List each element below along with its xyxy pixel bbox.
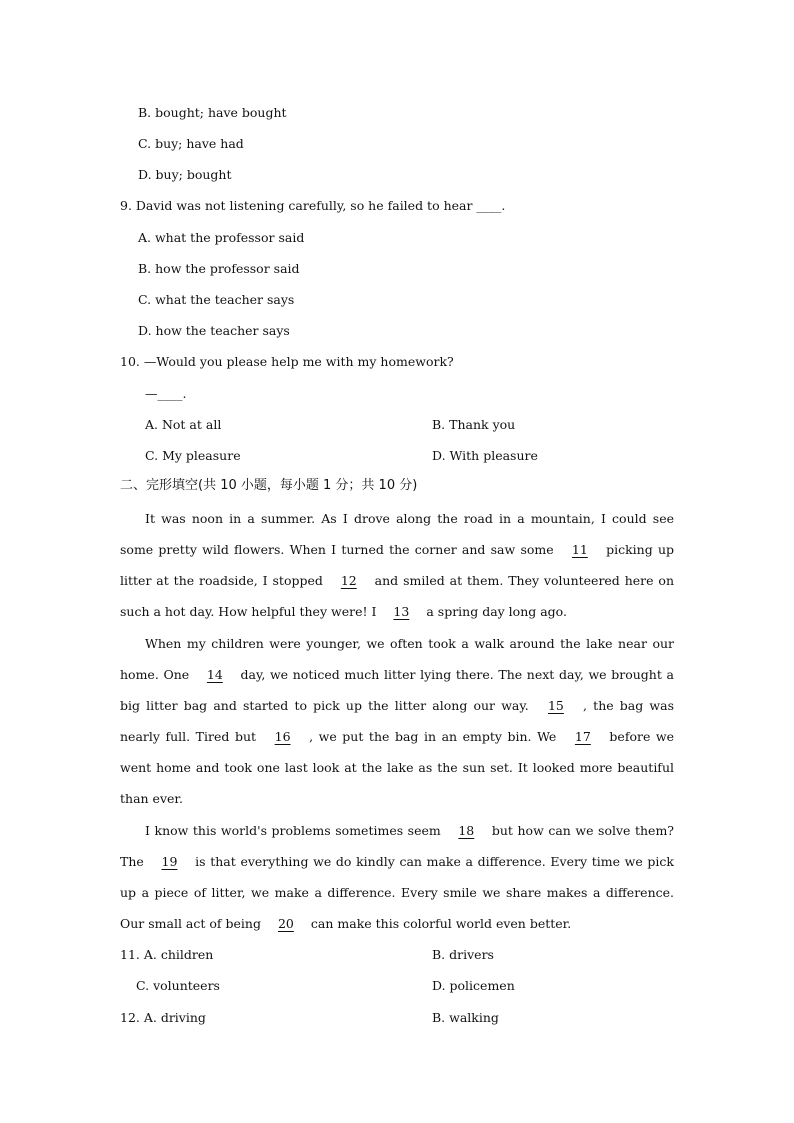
q12-option-a: 12. A. driving [120,1010,206,1025]
q11-option-c: C. volunteers [136,978,220,993]
q8-option-b: B. bought; have bought [138,105,287,120]
q11-option-d: D. policemen [432,978,515,993]
blank-13: 13 [393,604,410,619]
blank-15: 15 [547,698,564,713]
blank-14: 14 [206,667,223,682]
blank-11: 11 [571,542,588,557]
passage-text: before we went home and took one last look at the lake as the sun set. It looked more beautiful than ever. [120,729,675,806]
q10-option-a: A. Not at all [145,417,222,432]
passage-text: , the bag was nearly full. Tired but [120,698,674,744]
passage-text: It was noon in a summer. As I drove along the road in a mountain, I could see some pretty wild flowers. When I turned the corner and saw some [120,511,674,557]
blank-17: 17 [574,729,591,744]
q12-option-b: B. walking [432,1010,499,1025]
blank-18: 18 [458,823,475,838]
blank-16: 16 [274,729,291,744]
passage-text: When my children were younger, we often took a walk around the lake near our home. One [120,636,674,682]
passage-paragraph-3 [120,815,674,939]
passage-text: is that everything we do kindly can make a difference. Every time we pick up a piece of litter, we make a difference. Every smile we share makes a difference. Our small act of being [120,854,674,931]
q10-option-b: B. Thank you [432,417,516,432]
q9-stem: 9. David was not listening carefully, so he failed to hear ____. [120,198,506,213]
passage-text: , we put the bag in an empty bin. We [303,729,562,744]
q11-option-b: B. drivers [432,947,494,962]
passage-paragraph-1 [120,503,674,627]
passage-text: picking up litter at the roadside, I stopped [120,542,674,588]
q9-option-a: A. what the professor said [138,230,305,245]
q9-option-b: B. how the professor said [138,261,300,276]
passage-text: and smiled at them. They volunteered here on such a hot day. How helpful they were! I [120,573,674,619]
passage-text: can make this colorful world even better. [306,916,572,931]
passage-paragraph-2 [120,628,674,814]
q10-option-d: D. With pleasure [432,448,538,463]
blank-19: 19 [161,854,178,869]
passage-text: a spring day long ago. [422,604,567,619]
q10-reply: —____. [145,386,187,401]
blank-20: 20 [277,916,294,931]
q9-option-c: C. what the teacher says [138,292,295,307]
passage-text: I know this world's problems sometimes seem [145,823,446,838]
q9-option-d: D. how the teacher says [138,323,290,338]
q8-option-c: C. buy; have had [138,136,244,151]
q10-option-c: C. My pleasure [145,448,241,463]
q8-option-d: D. buy; bought [138,167,232,182]
section-heading-cloze: 二、完形填空(共 10 小题，每小题 1 分；共 10 分) [120,478,418,493]
blank-12: 12 [340,573,357,588]
q11-option-a: 11. A. children [120,947,214,962]
q10-stem: 10. —Would you please help me with my homework? [120,354,454,369]
passage-text: but how can we solve them? The [120,823,675,869]
passage-text: day, we noticed much litter lying there. The next day, we brought a big litter bag and started to pick up the litter along our way. [120,667,674,713]
